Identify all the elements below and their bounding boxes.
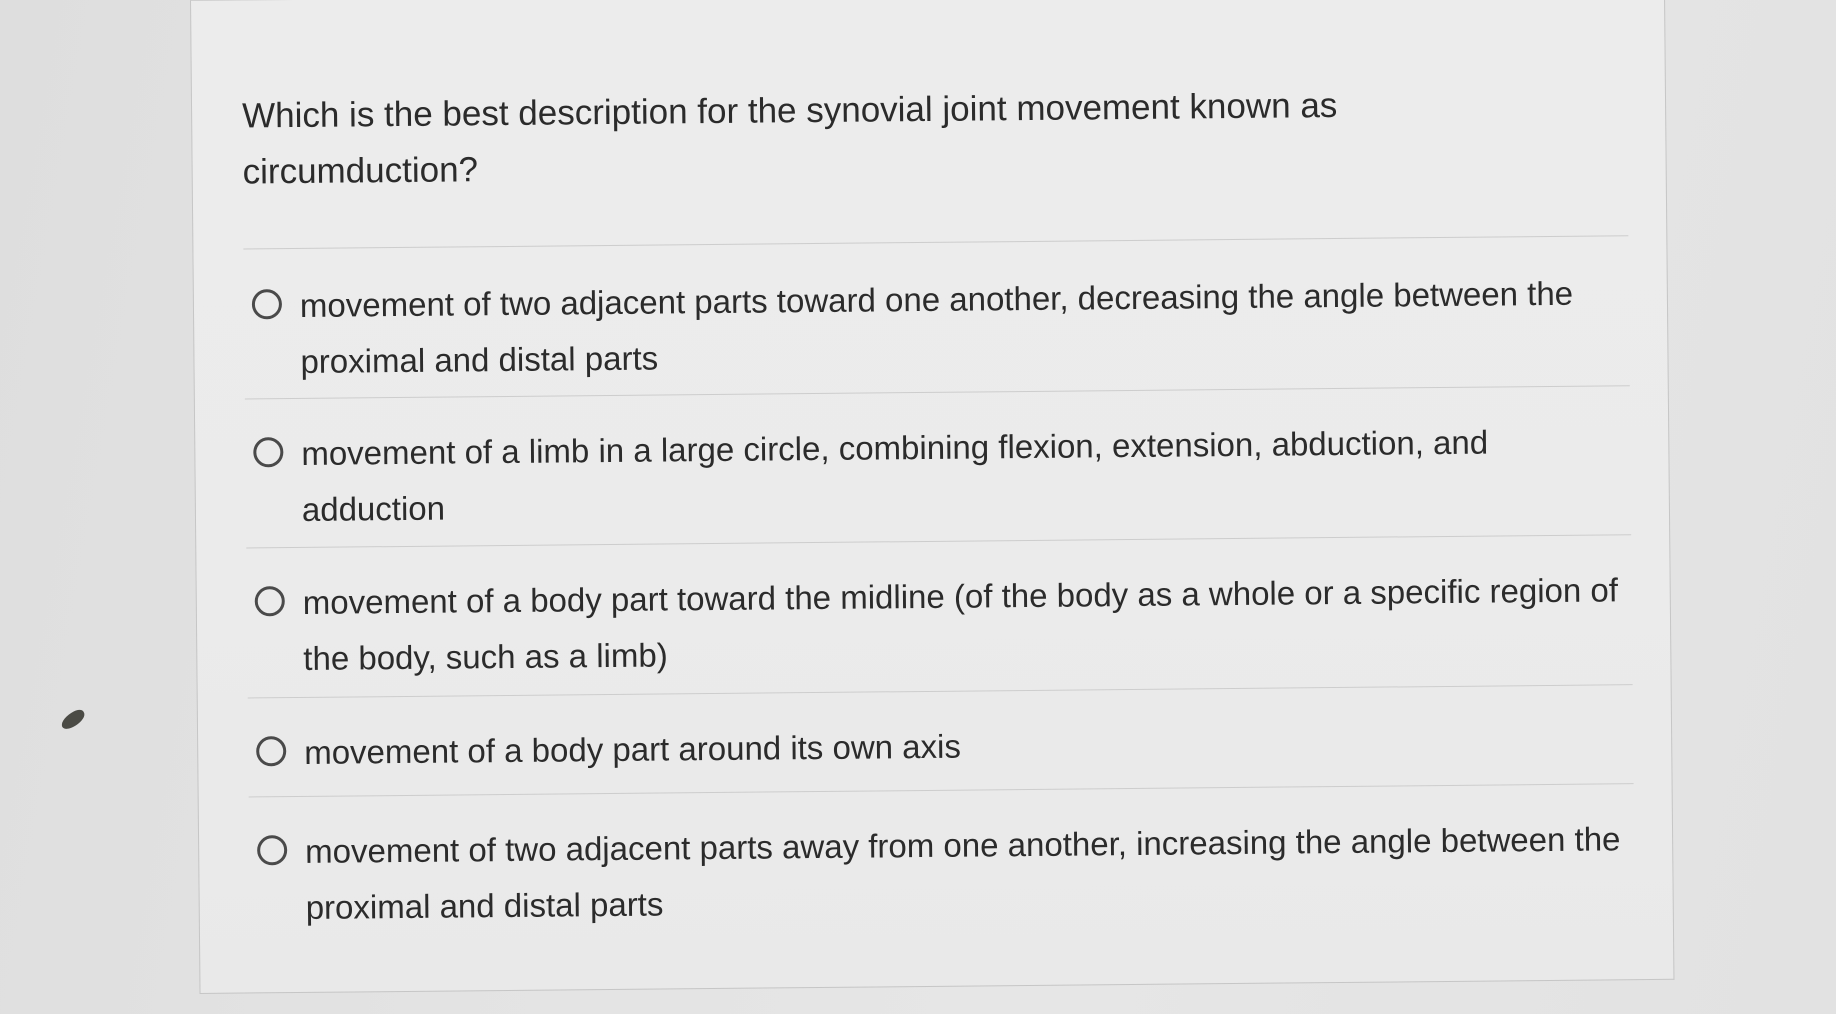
answer-option-label: movement of two adjacent parts away from one another, increasing the angle between the proximal and distal parts (305, 820, 1621, 926)
answer-option-4[interactable] (256, 712, 1631, 781)
radio-button-icon[interactable] (256, 736, 286, 766)
answer-option-label: movement of a body part toward the midline (of the body as a whole or a specific region of the body, such as a limb) (302, 571, 1619, 677)
answer-option-2[interactable] (253, 413, 1629, 538)
answer-option-label: movement of a limb in a large circle, combining flexion, extension, abduction, and adduction (301, 423, 1489, 528)
pen-mark (59, 707, 88, 732)
radio-button-icon[interactable] (252, 289, 282, 319)
answer-option-label: movement of two adjacent parts toward one another, decreasing the angle between the proximal and distal parts (299, 274, 1574, 380)
answer-option-5[interactable] (257, 811, 1633, 936)
answer-option-1[interactable] (252, 265, 1628, 390)
divider (243, 235, 1628, 249)
answer-option-3[interactable] (255, 562, 1631, 687)
divider (248, 684, 1633, 698)
radio-button-icon[interactable] (257, 835, 287, 865)
question-card (190, 0, 1674, 994)
question-text: Which is the best description for the synovial joint movement known as circumduction? (241, 85, 1338, 192)
radio-button-icon[interactable] (253, 437, 283, 467)
answer-option-label: movement of a body part around its own axis (304, 727, 962, 771)
radio-button-icon[interactable] (255, 586, 285, 616)
divider (249, 783, 1634, 797)
